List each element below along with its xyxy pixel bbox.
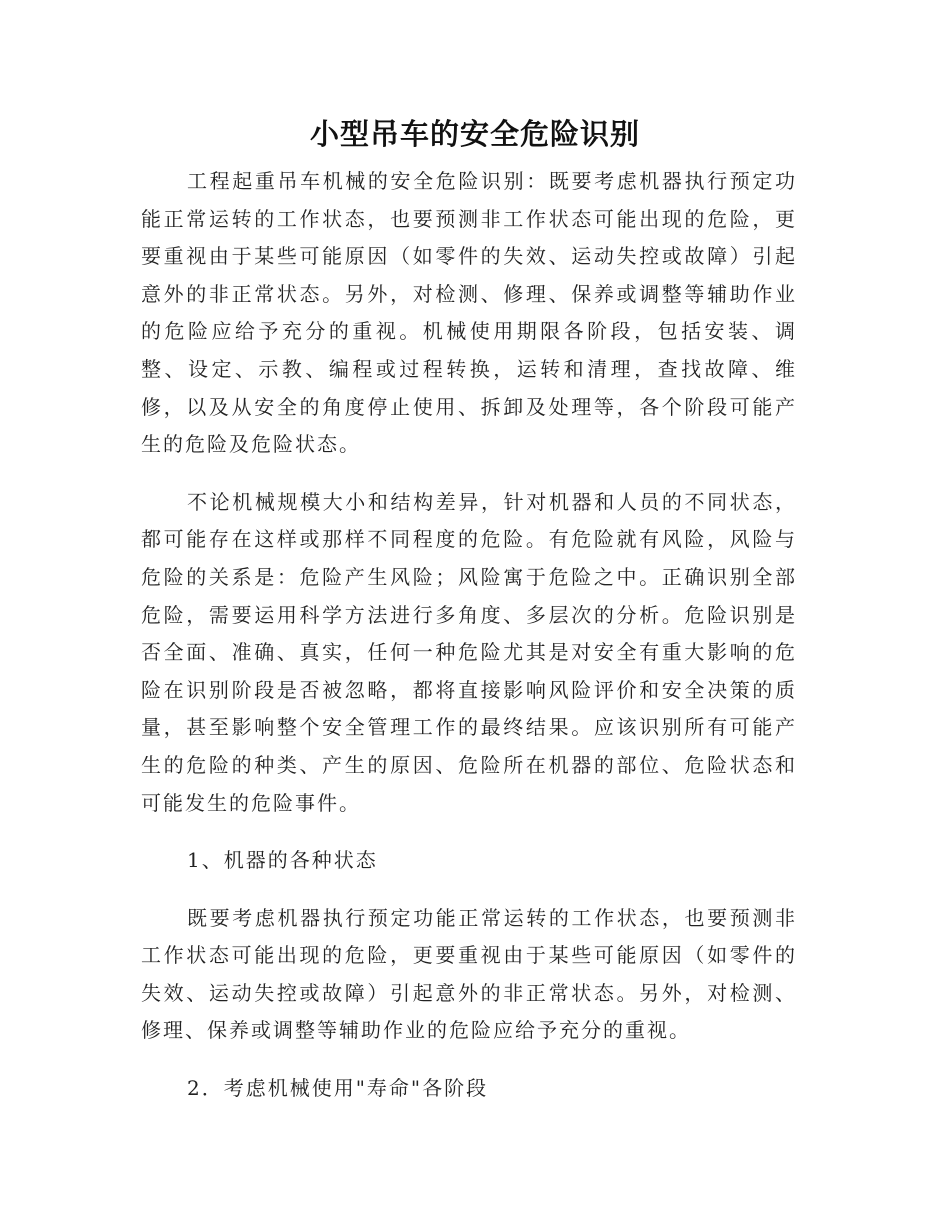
document-title: 小型吊车的安全危险识别 <box>309 117 640 151</box>
section-2-heading: 2．考虑机械使用"寿命"各阶段 <box>187 1076 489 1101</box>
intro-paragraph: 工程起重吊车机械的安全危险识别：既要考虑机器执行预定功能正常运转的工作状态，也要预测非工作状态可能出现的危险，更要重视由于某些可能原因（如零件的失效、运动失控或故障）引起意外的非正常状态。另外，对检测、修理、保养或调整等辅助作业的危险应给予充分的重视。机械使用期限各阶段，包括安装、调整、设定、示教、编程或过程转换，运转和清理，查找故障、维修，以及从安全的角度停止使用、拆卸及处理等，各个阶段可能产生的危险及危险状态。 <box>141 169 797 457</box>
section-1-paragraph: 既要考虑机器执行预定功能正常运转的工作状态，也要预测非工作状态可能出现的危险，更要重视由于某些可能原因（如零件的失效、运动失控或故障）引起意外的非正常状态。另外，对检测、修理、保养或调整等辅助作业的危险应给予充分的重视。 <box>141 905 797 1043</box>
document-body <box>141 163 797 1128</box>
section-1-heading: 1、机器的各种状态 <box>187 848 378 873</box>
risk-paragraph: 不论机械规模大小和结构差异，针对机器和人员的不同状态，都可能存在这样或那样不同程度的危险。有危险就有风险，风险与危险的关系是：危险产生风险；风险寓于危险之中。正确识别全部危险，需要运用科学方法进行多角度、多层次的分析。危险识别是否全面、准确、真实，任何一种危险尤其是对安全有重大影响的危险在识别阶段是否被忽略，都将直接影响风险评价和安全决策的质量，甚至影响整个安全管理工作的最终结果。应该识别所有可能产生的危险的种类、产生的原因、危险所在机器的部位、危险状态和可能发生的危险事件。 <box>141 489 797 815</box>
